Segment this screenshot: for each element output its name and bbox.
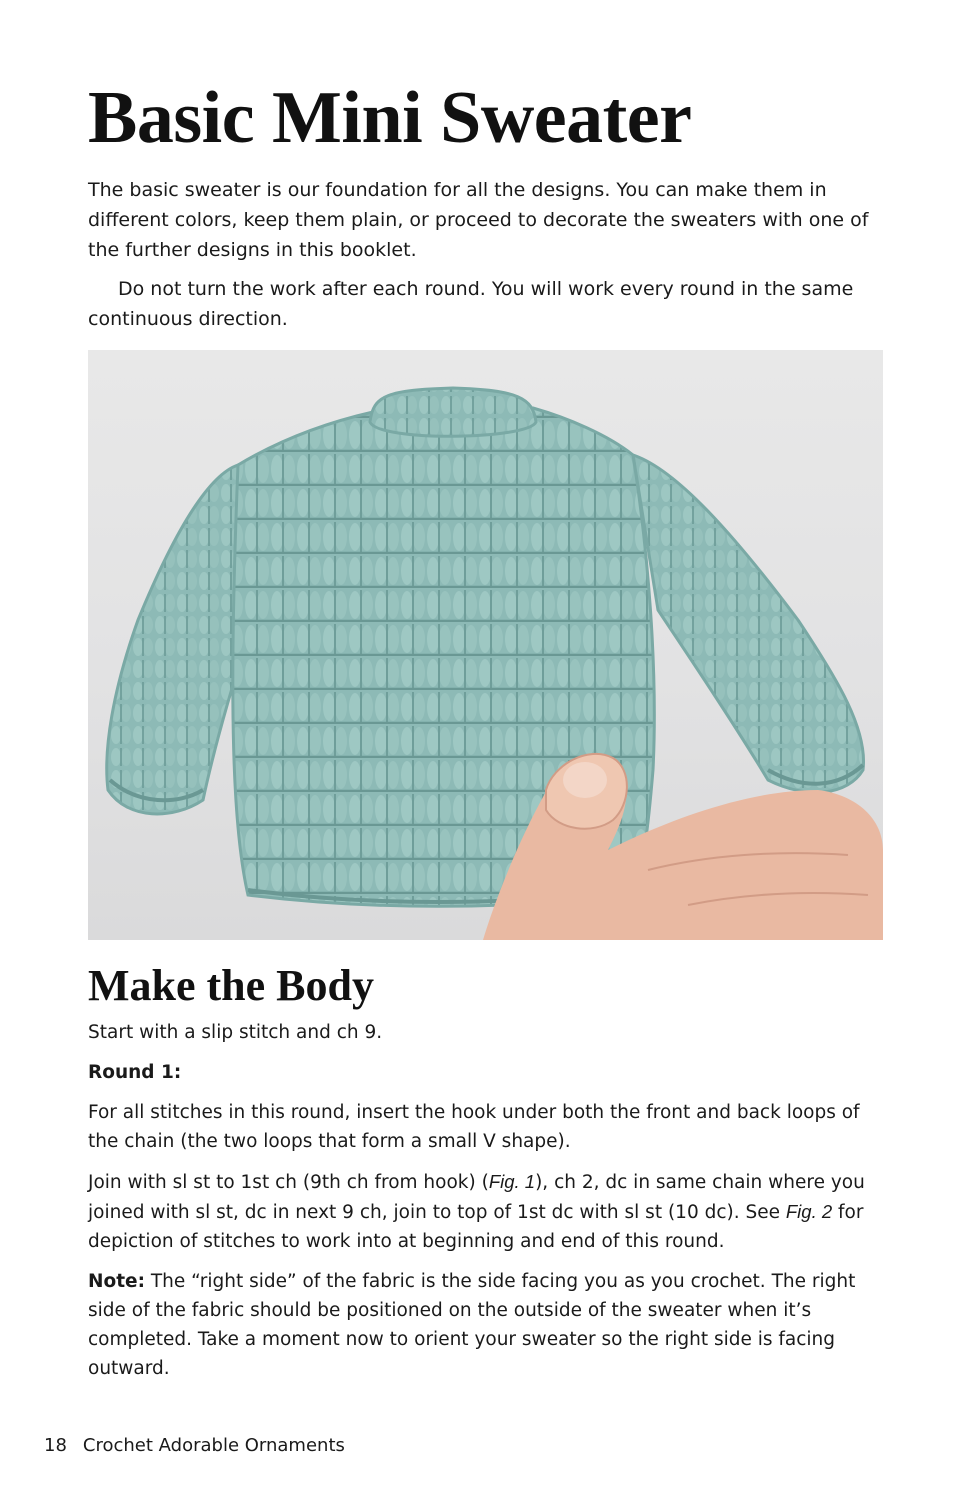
page-title: Basic Mini Sweater xyxy=(88,77,692,159)
fig-1-reference: Fig. 1 xyxy=(488,1171,536,1192)
round-text-a: Join with sl st to 1st ch (9th ch from hook) ( xyxy=(88,1172,489,1193)
start-instruction: Start with a slip stitch and ch 9. xyxy=(88,1022,383,1043)
page-footer xyxy=(44,1433,345,1459)
round-paragraph-2 xyxy=(88,1167,888,1256)
intro-text xyxy=(88,175,888,334)
sweater-photo xyxy=(88,350,883,940)
crochet-sweater-illustration xyxy=(88,350,883,940)
instructions xyxy=(88,1018,888,1394)
note-paragraph xyxy=(88,1267,888,1383)
fig-2-reference: Fig. 2 xyxy=(785,1201,833,1222)
page-number: 18 xyxy=(44,1435,67,1456)
round-text-b: ), ch 2, dc in same chain where you joined with sl st, dc in next 9 ch, join to top of 1st dc with sl st (10 dc). See xyxy=(88,1172,865,1223)
section-title: Make the Body xyxy=(88,961,374,1010)
intro-paragraph-1: The basic sweater is our foundation for all the designs. You can make them in different colors, keep them plain, or proceed to decorate the sweaters with one of the further designs in this booklet. xyxy=(88,179,869,261)
note-label: Note: xyxy=(88,1271,145,1292)
intro-paragraph-2: Do not turn the work after each round. You will work every round in the same continuous direction. xyxy=(88,278,854,330)
round-paragraph-1: For all stitches in this round, insert the hook under both the front and back loops of the chain (the two loops that form a small V shape). xyxy=(88,1102,860,1152)
book-title: Crochet Adorable Ornaments xyxy=(82,1435,345,1456)
round-label: Round 1: xyxy=(88,1062,182,1083)
round-text-c: for depiction of stitches to work into at beginning and end of this round. xyxy=(88,1202,864,1252)
note-text: The “right side” of the fabric is the side facing you as you crochet. The right side of the fabric should be positioned on the outside of the sweater when it’s completed. Take a moment now to orient your sweater so the right side is facing outward. xyxy=(88,1271,856,1379)
